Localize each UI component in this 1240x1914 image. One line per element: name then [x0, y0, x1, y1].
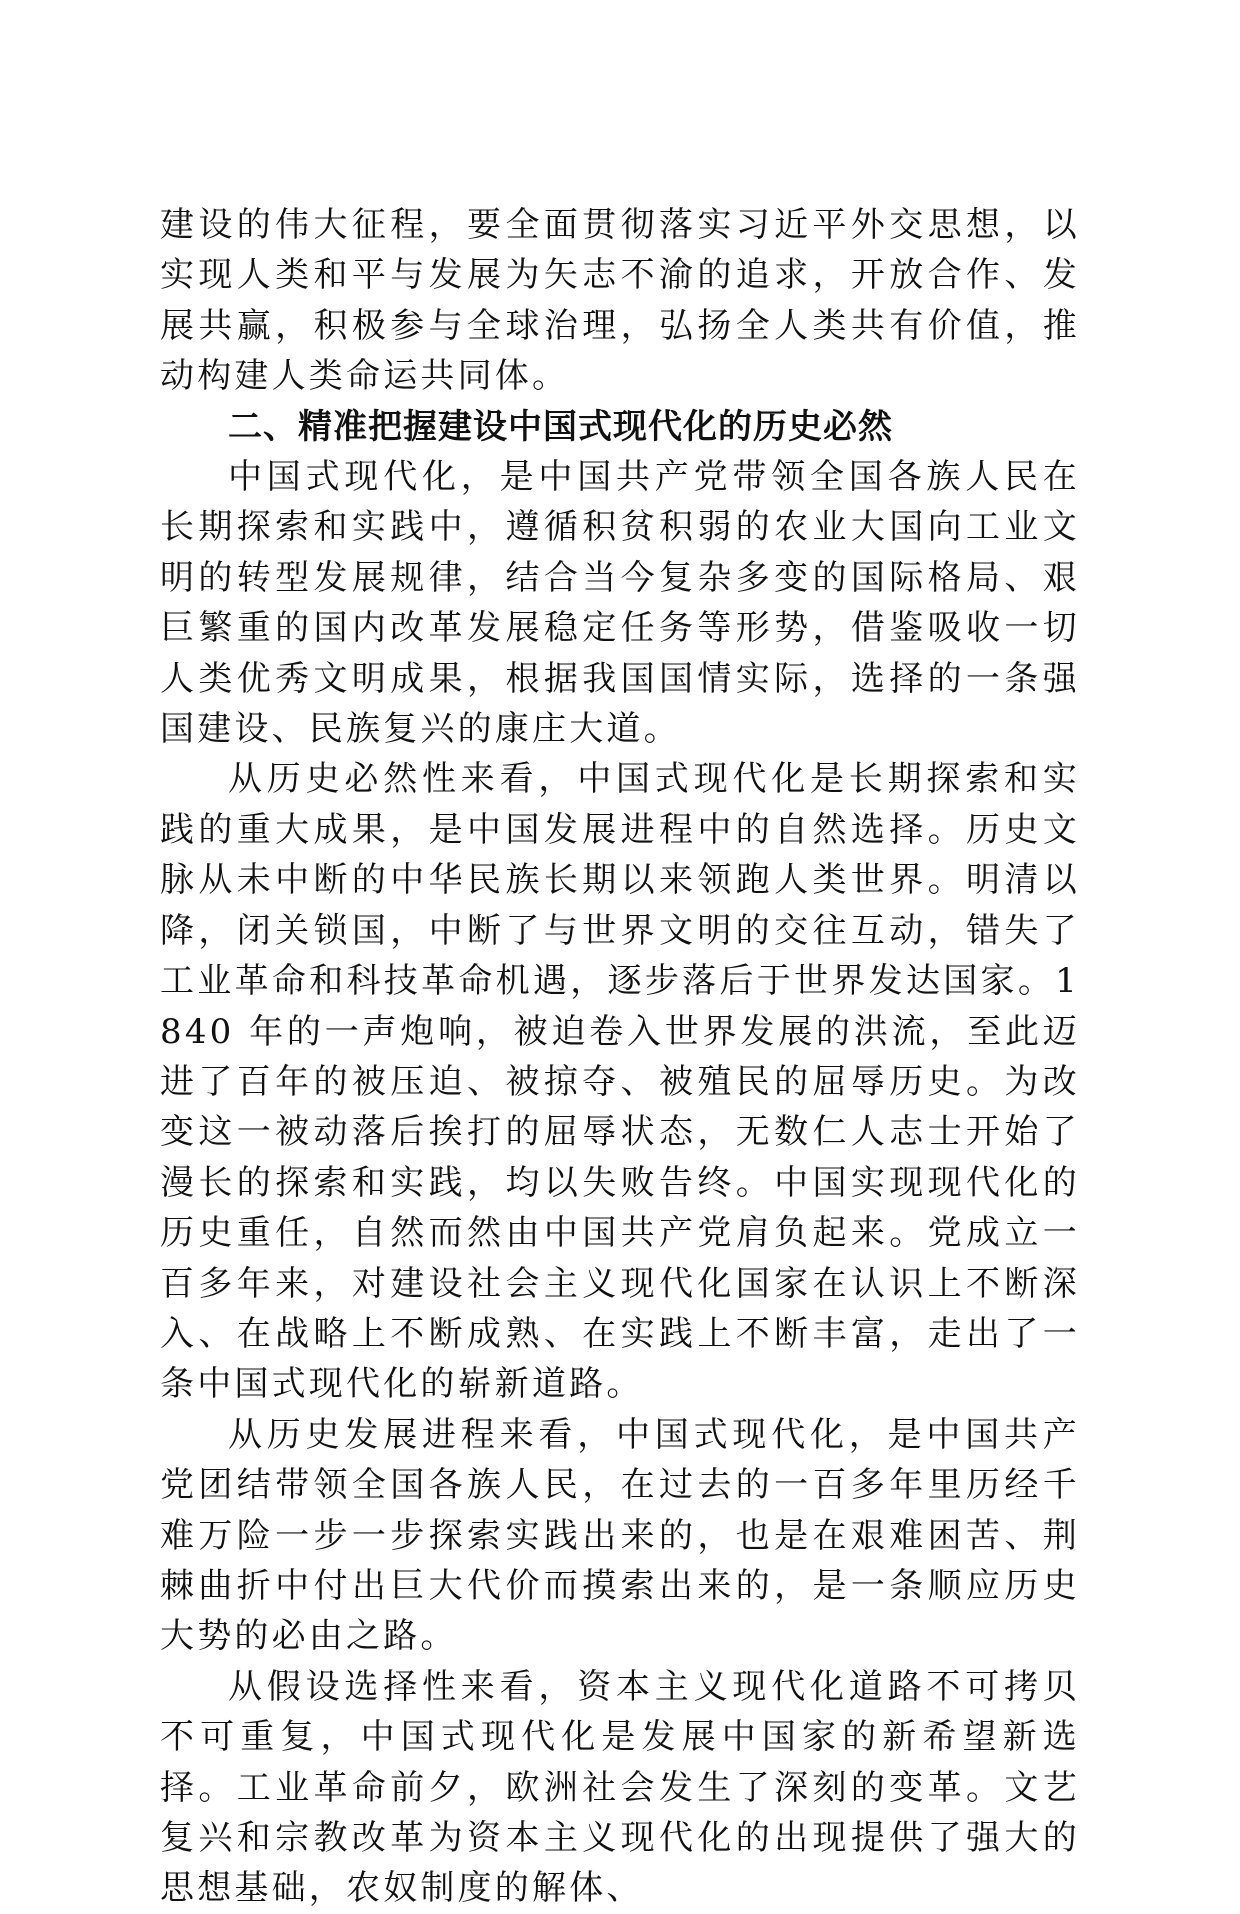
- paragraph-3: 从历史必然性来看，中国式现代化是长期探索和实践的重大成果，是中国发展进程中的自然选择。历史文脉从未中断的中华民族长期以来领跑人类世界。明清以降，闭关锁国，中断了与世界文明的交往互动，错失了工业革命和科技革命机遇，逐步落后于世界发达国家。1840 年的一声炮响，被迫卷入世界发展的洪流，至此迈进了百年的被压迫、被掠夺、被殖民的屈辱历史。为改变这一被动落后挨打的屈辱状态，无数仁人志士开始了漫长的探索和实践，均以失败告终。中国实现现代化的历史重任，自然而然由中国共产党肩负起来。党成立一百多年来，对建设社会主义现代化国家在认识上不断深入、在战略上不断成熟、在实践上不断丰富，走出了一条中国式现代化的崭新道路。: [160, 759, 1080, 1405]
- paragraph-1: 建设的伟大征程，要全面贯彻落实习近平外交思想，以实现人类和平与发展为矢志不渝的追求，开放合作、发展共赢，积极参与全球治理，弘扬全人类共有价值，推动构建人类命运共同体。: [160, 205, 1080, 397]
- section-heading: 二、精准把握建设中国式现代化的历史必然: [228, 406, 893, 447]
- paragraph-5: 从假设选择性来看，资本主义现代化道路不可拷贝不可重复，中国式现代化是发展中国家的新希望新选择。工业革命前夕，欧洲社会发生了深刻的变革。文艺复兴和宗教改革为资本主义现代化的出现提供了强大的思想基础，农奴制度的解体、: [160, 1666, 1080, 1909]
- document-page: [160, 200, 1080, 1914]
- paragraph-2: 中国式现代化，是中国共产党带领全国各族人民在长期探索和实践中，遵循积贫积弱的农业大国向工业文明的转型发展规律，结合当今复杂多变的国际格局、艰巨繁重的国内改革发展稳定任务等形势，借鉴吸收一切人类优秀文明成果，根据我国国情实际，选择的一条强国建设、民族复兴的康庄大道。: [160, 457, 1080, 750]
- paragraph-4: 从历史发展进程来看，中国式现代化，是中国共产党团结带领全国各族人民，在过去的一百多年里历经千难万险一步一步探索实践出来的，也是在艰难困苦、荆棘曲折中付出巨大代价而摸索出来的，是一条顺应历史大势的必由之路。: [160, 1414, 1080, 1657]
